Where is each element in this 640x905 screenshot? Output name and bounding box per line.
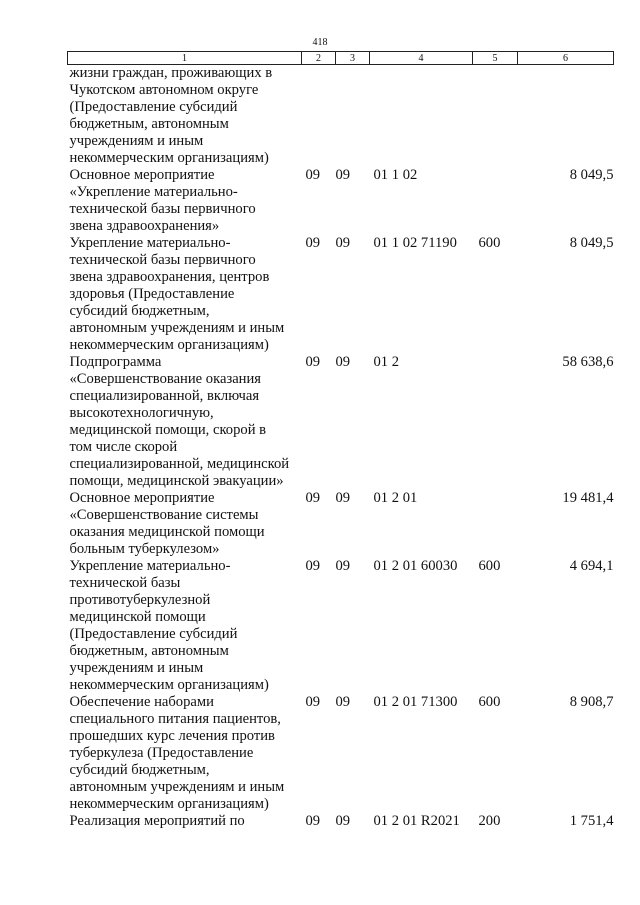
row-name-line: медицинской помощи bbox=[69, 609, 206, 625]
header-col-6: 6 bbox=[518, 52, 614, 65]
amount: 8 049,5 bbox=[569, 235, 614, 251]
row-name-line: звена здравоохранения» bbox=[69, 218, 220, 234]
row-name-line: бюджетным, автономным bbox=[69, 643, 229, 659]
subsection-code: 09 bbox=[335, 694, 351, 710]
table-row bbox=[68, 167, 614, 235]
row-name-line: Основное мероприятие bbox=[69, 167, 215, 183]
table-row bbox=[68, 813, 614, 830]
row-name-line: некоммерческим организациям) bbox=[69, 150, 269, 166]
row-name-line: оказания медицинской помощи bbox=[69, 524, 265, 540]
row-name-line: «Совершенствование оказания bbox=[69, 371, 262, 387]
amount: 8 049,5 bbox=[569, 167, 614, 183]
row-name-line: Укрепление материально- bbox=[69, 558, 231, 574]
row-name-line: туберкулеза (Предоставление bbox=[69, 745, 254, 761]
row-name-line: Реализация мероприятий по bbox=[69, 813, 245, 829]
row-name-line: «Совершенствование системы bbox=[69, 507, 259, 523]
row-name-line: Обеспечение наборами bbox=[69, 694, 214, 710]
section-code: 09 bbox=[305, 558, 321, 574]
row-name-line: некоммерческим организациям) bbox=[69, 796, 269, 812]
target-article-code: 01 2 01 71300 bbox=[373, 694, 458, 710]
row-name-line: автономным учреждениям и иным bbox=[69, 320, 285, 336]
row-name bbox=[68, 694, 302, 813]
row-name-line: технической базы bbox=[69, 575, 181, 591]
subsection-code: 09 bbox=[335, 235, 351, 251]
target-article-code: 01 2 01 bbox=[373, 490, 418, 506]
row-name-line: Чукотском автономном округе bbox=[69, 82, 259, 98]
row-name-line: учреждениям и иным bbox=[69, 133, 204, 149]
row-name-line: специализированной, включая bbox=[69, 388, 260, 404]
row-name-line: том числе скорой bbox=[69, 439, 178, 455]
subsection-code: 09 bbox=[335, 490, 351, 506]
section-code: 09 bbox=[305, 354, 321, 370]
table-row bbox=[68, 558, 614, 694]
amount: 19 481,4 bbox=[562, 490, 614, 506]
header-col-5: 5 bbox=[473, 52, 518, 65]
header-row bbox=[68, 52, 614, 65]
row-name bbox=[68, 167, 302, 235]
row-name-line: прошедших курс лечения против bbox=[69, 728, 275, 744]
target-article-code: 01 1 02 bbox=[373, 167, 418, 183]
row-name-line: Основное мероприятие bbox=[69, 490, 215, 506]
row-name-line: высокотехнологичную, bbox=[69, 405, 214, 421]
amount: 4 694,1 bbox=[569, 558, 614, 574]
row-name-line: автономным учреждениям и иным bbox=[69, 779, 285, 795]
table-row bbox=[68, 354, 614, 490]
table-row bbox=[68, 694, 614, 813]
amount: 1 751,4 bbox=[569, 813, 614, 829]
row-name-line: специального питания пациентов, bbox=[69, 711, 281, 727]
header-col-4: 4 bbox=[370, 52, 473, 65]
amount bbox=[518, 65, 614, 168]
subsection-code: 09 bbox=[335, 813, 351, 829]
row-name-line: технической базы первичного bbox=[69, 252, 256, 268]
row-name-line: жизни граждан, проживающих в bbox=[69, 65, 273, 81]
row-name-line: Подпрограмма bbox=[69, 354, 162, 370]
target-article-code bbox=[370, 65, 473, 168]
table-row bbox=[68, 65, 614, 168]
row-name-line: субсидий бюджетным, bbox=[69, 762, 210, 778]
table-header bbox=[68, 52, 614, 65]
target-article-code: 01 2 01 60030 bbox=[373, 558, 458, 574]
expense-type-code bbox=[473, 65, 518, 168]
row-name bbox=[68, 235, 302, 354]
expense-type-code: 600 bbox=[478, 558, 501, 574]
row-name bbox=[68, 490, 302, 558]
expense-type-code: 600 bbox=[478, 694, 501, 710]
expense-type-code: 600 bbox=[478, 235, 501, 251]
target-article-code: 01 1 02 71190 bbox=[373, 235, 457, 251]
row-name bbox=[68, 354, 302, 490]
expense-type-code: 200 bbox=[478, 813, 501, 829]
expense-type-code bbox=[473, 167, 518, 235]
target-article-code: 01 2 01 R2021 bbox=[373, 813, 460, 829]
row-name bbox=[68, 558, 302, 694]
section-code: 09 bbox=[305, 694, 321, 710]
row-name-line: звена здравоохранения, центров bbox=[69, 269, 270, 285]
row-name-line: здоровья (Предоставление bbox=[69, 286, 235, 302]
row-name-line: Укрепление материально- bbox=[69, 235, 231, 251]
row-name-line: «Укрепление материально- bbox=[69, 184, 238, 200]
row-name-line: (Предоставление субсидий bbox=[69, 99, 238, 115]
expense-type-code bbox=[473, 354, 518, 490]
table-row bbox=[68, 490, 614, 558]
section-code: 09 bbox=[305, 813, 321, 829]
row-name-line: помощи, медицинской эвакуации» bbox=[69, 473, 284, 489]
subsection-code: 09 bbox=[335, 167, 351, 183]
section-code: 09 bbox=[305, 167, 321, 183]
row-name-line: медицинской помощи, скорой в bbox=[69, 422, 267, 438]
subsection-code bbox=[336, 65, 370, 168]
table-body bbox=[68, 65, 614, 831]
expense-type-code bbox=[473, 490, 518, 558]
section-code: 09 bbox=[305, 235, 321, 251]
row-name-line: противотуберкулезной bbox=[69, 592, 211, 608]
row-name-line: больным туберкулезом» bbox=[69, 541, 220, 557]
row-name-line: бюджетным, автономным bbox=[69, 116, 229, 132]
row-name bbox=[68, 813, 302, 830]
row-name-line: субсидий бюджетным, bbox=[69, 303, 210, 319]
subsection-code: 09 bbox=[335, 558, 351, 574]
header-col-3: 3 bbox=[336, 52, 370, 65]
header-col-2: 2 bbox=[302, 52, 336, 65]
row-name-line: специализированной, медицинской bbox=[69, 456, 290, 472]
target-article-code: 01 2 bbox=[373, 354, 400, 370]
table-row bbox=[68, 235, 614, 354]
amount: 58 638,6 bbox=[562, 354, 614, 370]
row-name-line: некоммерческим организациям) bbox=[69, 677, 269, 693]
row-name-line: (Предоставление субсидий bbox=[69, 626, 238, 642]
page-number: 418 bbox=[312, 37, 328, 48]
subsection-code: 09 bbox=[335, 354, 351, 370]
row-name-line: технической базы первичного bbox=[69, 201, 256, 217]
budget-table bbox=[67, 51, 614, 830]
row-name bbox=[68, 65, 302, 168]
header-col-1: 1 bbox=[68, 52, 302, 65]
amount: 8 908,7 bbox=[569, 694, 614, 710]
section-code bbox=[302, 65, 336, 168]
row-name-line: учреждениям и иным bbox=[69, 660, 204, 676]
section-code: 09 bbox=[305, 490, 321, 506]
row-name-line: некоммерческим организациям) bbox=[69, 337, 269, 353]
